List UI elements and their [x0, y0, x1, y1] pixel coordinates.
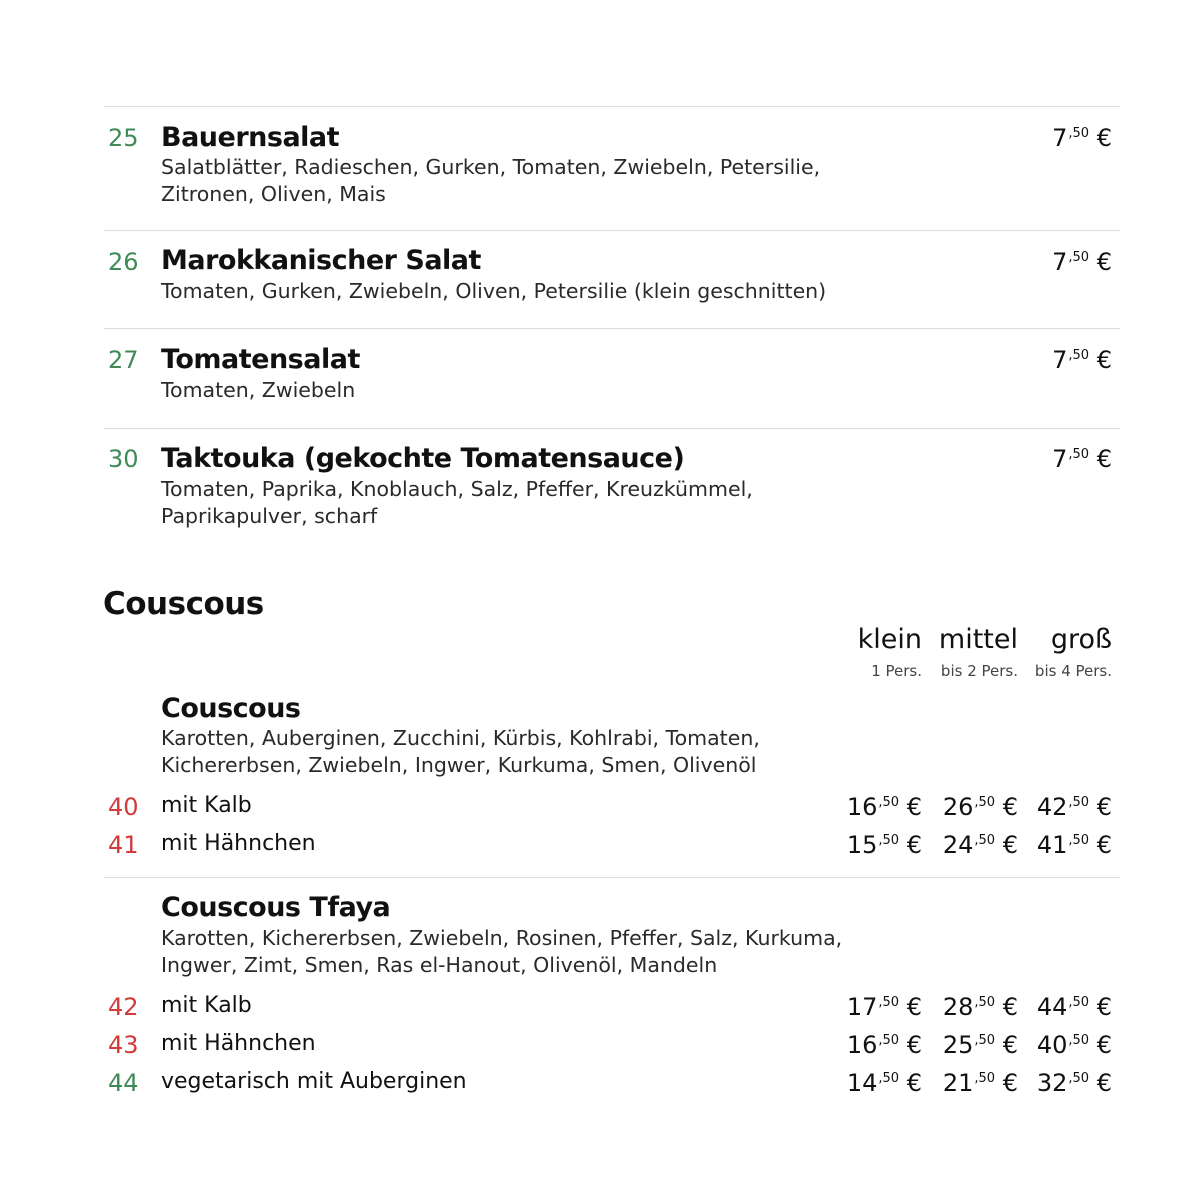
price-mittel: $21^{,50}$ € [942, 1069, 1018, 1097]
dish-description: Karotten, Kichererbsen, Zwiebeln, Rosinen, Pfeffer, Salz, Kurkuma, Ingwer, Zimt, Smen, Ras el-Hanout, Olivenöl, Mandeln [161, 926, 843, 977]
size-column-sub-gross: bis 4 Pers. [1034, 662, 1112, 680]
item-number: 41 [108, 831, 139, 859]
section-heading: Couscous [103, 586, 264, 622]
item-price: $7^{,50}$ € [1052, 346, 1112, 374]
item-number: 26 [108, 248, 139, 276]
divider [104, 877, 1120, 878]
item-number: 27 [108, 346, 139, 374]
price-klein: $14^{,50}$ € [846, 1069, 922, 1097]
item-price: $7^{,50}$ € [1052, 124, 1112, 152]
item-title: Tomatensalat [161, 344, 360, 375]
price-gross: $41^{,50}$ € [1036, 831, 1112, 859]
item-price: $7^{,50}$ € [1052, 248, 1112, 276]
price-gross: $44^{,50}$ € [1036, 993, 1112, 1021]
item-number: 42 [108, 993, 139, 1021]
size-column-sub-klein: 1 Pers. [871, 662, 922, 680]
divider [104, 230, 1120, 231]
price-klein: $16^{,50}$ € [846, 793, 922, 821]
variant-label: mit Hähnchen [161, 1031, 316, 1056]
price-mittel: $26^{,50}$ € [942, 793, 1018, 821]
dish-description: Karotten, Auberginen, Zucchini, Kürbis, Kohlrabi, Tomaten, Kichererbsen, Zwiebeln, Ingwer, Kurkuma, Smen, Olivenöl [161, 726, 760, 777]
size-column-header-gross: groß [1050, 624, 1112, 655]
item-title: Taktouka (gekochte Tomatensauce) [161, 443, 685, 474]
variant-label: mit Kalb [161, 793, 252, 818]
price-gross: $32^{,50}$ € [1036, 1069, 1112, 1097]
variant-label: vegetarisch mit Auberginen [161, 1069, 467, 1094]
variant-label: mit Kalb [161, 993, 252, 1018]
item-description: Tomaten, Gurken, Zwiebeln, Oliven, Petersilie (klein geschnitten) [161, 279, 827, 303]
price-mittel: $25^{,50}$ € [942, 1031, 1018, 1059]
price-klein: $16^{,50}$ € [846, 1031, 922, 1059]
item-number: 25 [108, 124, 139, 152]
item-description: Tomaten, Paprika, Knoblauch, Salz, Pfeffer, Kreuzkümmel, Paprikapulver, scharf [161, 477, 753, 528]
dish-title: Couscous [161, 693, 301, 724]
size-column-sub-mittel: bis 2 Pers. [940, 662, 1018, 680]
item-number: 40 [108, 793, 139, 821]
divider [104, 106, 1120, 107]
price-klein: $15^{,50}$ € [846, 831, 922, 859]
item-title: Bauernsalat [161, 122, 340, 153]
price-gross: $40^{,50}$ € [1036, 1031, 1112, 1059]
item-number: 30 [108, 445, 139, 473]
divider [104, 428, 1120, 429]
item-price: $7^{,50}$ € [1052, 445, 1112, 473]
dish-title: Couscous Tfaya [161, 892, 391, 923]
price-gross: $42^{,50}$ € [1036, 793, 1112, 821]
item-number: 43 [108, 1031, 139, 1059]
item-description: Tomaten, Zwiebeln [161, 378, 356, 402]
price-mittel: $28^{,50}$ € [942, 993, 1018, 1021]
divider [104, 328, 1120, 329]
item-number: 44 [108, 1069, 139, 1097]
price-klein: $17^{,50}$ € [846, 993, 922, 1021]
size-column-header-klein: klein [857, 624, 922, 655]
item-title: Marokkanischer Salat [161, 245, 481, 276]
item-description: Salatblätter, Radieschen, Gurken, Tomaten, Zwiebeln, Petersilie, Zitronen, Oliven, Mais [161, 155, 821, 206]
size-column-header-mittel: mittel [938, 624, 1018, 655]
price-mittel: $24^{,50}$ € [942, 831, 1018, 859]
variant-label: mit Hähnchen [161, 831, 316, 856]
